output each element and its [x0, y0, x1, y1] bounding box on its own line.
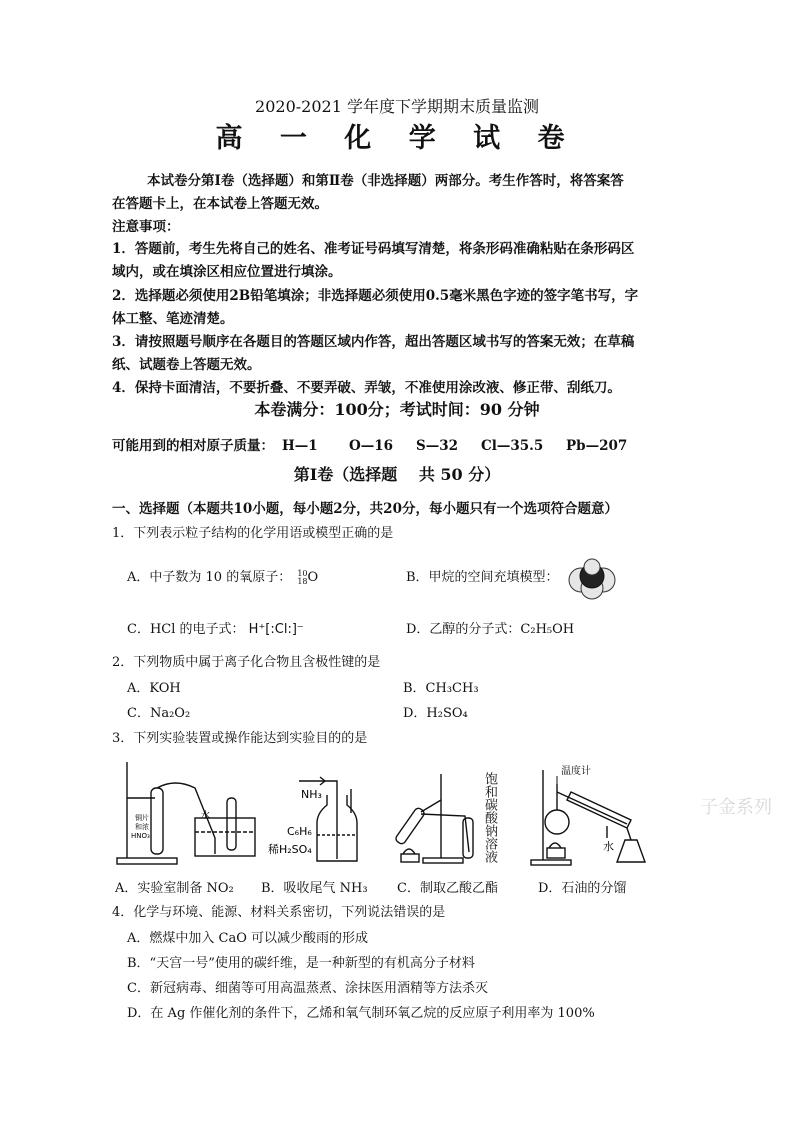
q1-mass-number: 10 [297, 568, 308, 578]
exam-title: 高 一 化 学 试 卷 [215, 123, 579, 154]
reaction-tube [394, 807, 425, 846]
fig-a-label-water: 水 [201, 811, 211, 821]
clamp [421, 800, 441, 812]
q1-atomic-number: 18 [297, 576, 308, 586]
q3-option-c: C．制取乙酸乙酯 [397, 881, 498, 896]
note-3a: 3．请按照题号顺序在各题目的答题区域内作答，超出答题区域书写的答案无效；在草稿 [112, 334, 635, 350]
intro-line-2: 在答题卡上，在本试卷上答题无效。 [112, 196, 328, 212]
q2-option-b: B．CH₃CH₃ [403, 681, 479, 696]
note-3b: 纸、试题卷上答题无效。 [112, 357, 261, 373]
q1-isotope-numbers [297, 570, 307, 586]
atomic-mass-pb: Pb—207 [566, 438, 628, 454]
note-1a: 1．答题前，考生先将自己的姓名、准考证号码填写清楚，将条形码准确粘贴在条形码区 [112, 241, 635, 257]
part-1-title: 第Ⅰ卷（选择题 共 50 分） [293, 465, 501, 484]
condenser-jacket [567, 792, 631, 828]
alcohol-lamp [547, 848, 565, 858]
condenser-inner [557, 792, 627, 824]
q2-option-c: C．Na₂O₂ [127, 706, 191, 721]
note-1b: 域内，或在填涂区相应位置进行填涂。 [112, 264, 342, 280]
q1-element-symbol: O [307, 570, 319, 585]
q1-stem: 1．下列表示粒子结构的化学用语或模型正确的是 [112, 526, 394, 541]
stand-base [117, 858, 177, 864]
fig-a-label-3: HNO₃ [131, 832, 150, 840]
fig-b-label-nh3: NH₃ [301, 788, 322, 801]
atomic-mass-cl: Cl—35.5 [481, 438, 544, 454]
notes-heading: 注意事项： [112, 219, 180, 235]
apparatus-a-no2 [115, 758, 260, 868]
intro-line-1: 本试卷分第Ⅰ卷（选择题）和第Ⅱ卷（非选择题）两部分。考生作答时，将答案答 [147, 173, 624, 189]
conical-flask [617, 840, 645, 862]
delivery-tube [421, 814, 469, 852]
note-2b: 体工整、笔迹清楚。 [112, 311, 234, 327]
atomic-mass-label: 可能用到的相对原子质量： [112, 438, 274, 454]
note-4: 4．保持卡面清洁，不要折叠、不要弄破、弄皱，不准使用涂改液、修正带、刮纸刀。 [112, 380, 621, 396]
h-atom-top [584, 559, 600, 575]
q3-option-b: B．吸收尾气 NH₃ [261, 881, 368, 896]
flame [403, 849, 415, 854]
q2-stem: 2．下列物质中属于离子化合物且含极性键的是 [112, 655, 381, 670]
fig-d-label-thermometer: 温度计 [561, 766, 591, 777]
watermark: 子金系列 [700, 797, 772, 818]
q1-option-b: B．甲烷的空间充填模型： [406, 570, 559, 585]
q2-option-a: A．KOH [127, 681, 181, 696]
q4-stem: 4．化学与环境、能源、材料关系密切，下列说法错误的是 [112, 905, 446, 920]
stand-base [531, 860, 571, 865]
fig-d-label-water: 水 [603, 840, 614, 853]
water-trough [195, 818, 255, 856]
atomic-mass-s: S—32 [416, 438, 459, 454]
q4-option-d: D．在 Ag 作催化剂的条件下，乙烯和氧气制环氧乙烷的反应原子利用率为 100% [127, 1006, 595, 1021]
q4-option-a: A．燃煤中加入 CaO 可以减少酸雨的形成 [127, 931, 369, 946]
fig-b-label-benzene: C₆H₆ [287, 825, 312, 838]
fig-a-label-2: 和浓 [135, 823, 149, 831]
q1-option-a-text: A．中子数为 10 的氧原子： [127, 570, 292, 585]
methane-space-filling-model [565, 558, 619, 600]
q2-option-d: D．H₂SO₄ [403, 706, 468, 721]
hcl-electron-formula: H⁺[:Cl:]⁻ [248, 622, 304, 637]
q1-option-d: D．乙醇的分子式：C₂H₅OH [406, 622, 575, 637]
alcohol-lamp [401, 854, 419, 862]
q1-option-c-text: C．HCl 的电子式： [127, 622, 245, 637]
apparatus-d-distillation [527, 762, 657, 868]
q1-option-a [127, 569, 318, 587]
flame [549, 843, 561, 848]
q4-option-b: B．“天宫一号”使用的碳纤维，是一种新型的有机高分子材料 [127, 956, 475, 971]
apparatus-b-nh3 [265, 773, 365, 868]
fig-b-label-acid: 稀H₂SO₄ [268, 843, 312, 856]
section-1-heading: 一、选择题（本题共10小题，每小题2分，共20分，每小题只有一个选项符合题意） [112, 501, 618, 517]
q3-stem: 3．下列实验装置或操作能达到实验目的的是 [112, 731, 368, 746]
stand-base [423, 858, 463, 863]
inlet-tube [325, 781, 337, 859]
note-2a: 2．选择题必须使用2B铅笔填涂；非选择题必须使用0.5毫米黑色字迹的签字笔书写，字 [112, 288, 639, 304]
fig-c-label-solution: 饱和碳酸钠溶液 [482, 772, 497, 863]
atomic-mass-h: H—1 [282, 438, 318, 454]
exam-subtitle: 2020-2021 学年度下学期期末质量监测 [255, 97, 539, 116]
adapter [627, 828, 631, 840]
collecting-tube [227, 798, 236, 850]
atomic-mass-o: O—16 [349, 438, 394, 454]
q4-option-c: C．新冠病毒、细菌等可用高温蒸煮、涂抹医用酒精等方法杀灭 [127, 981, 488, 996]
score-line: 本卷满分：100分；考试时间：90 分钟 [254, 400, 540, 419]
fig-a-label-1: 铜片 [135, 814, 149, 822]
distillation-flask [545, 810, 569, 834]
q1-option-c [127, 621, 304, 639]
q3-option-d: D．石油的分馏 [538, 881, 627, 896]
q3-option-a: A．实验室制备 NO₂ [115, 881, 234, 896]
